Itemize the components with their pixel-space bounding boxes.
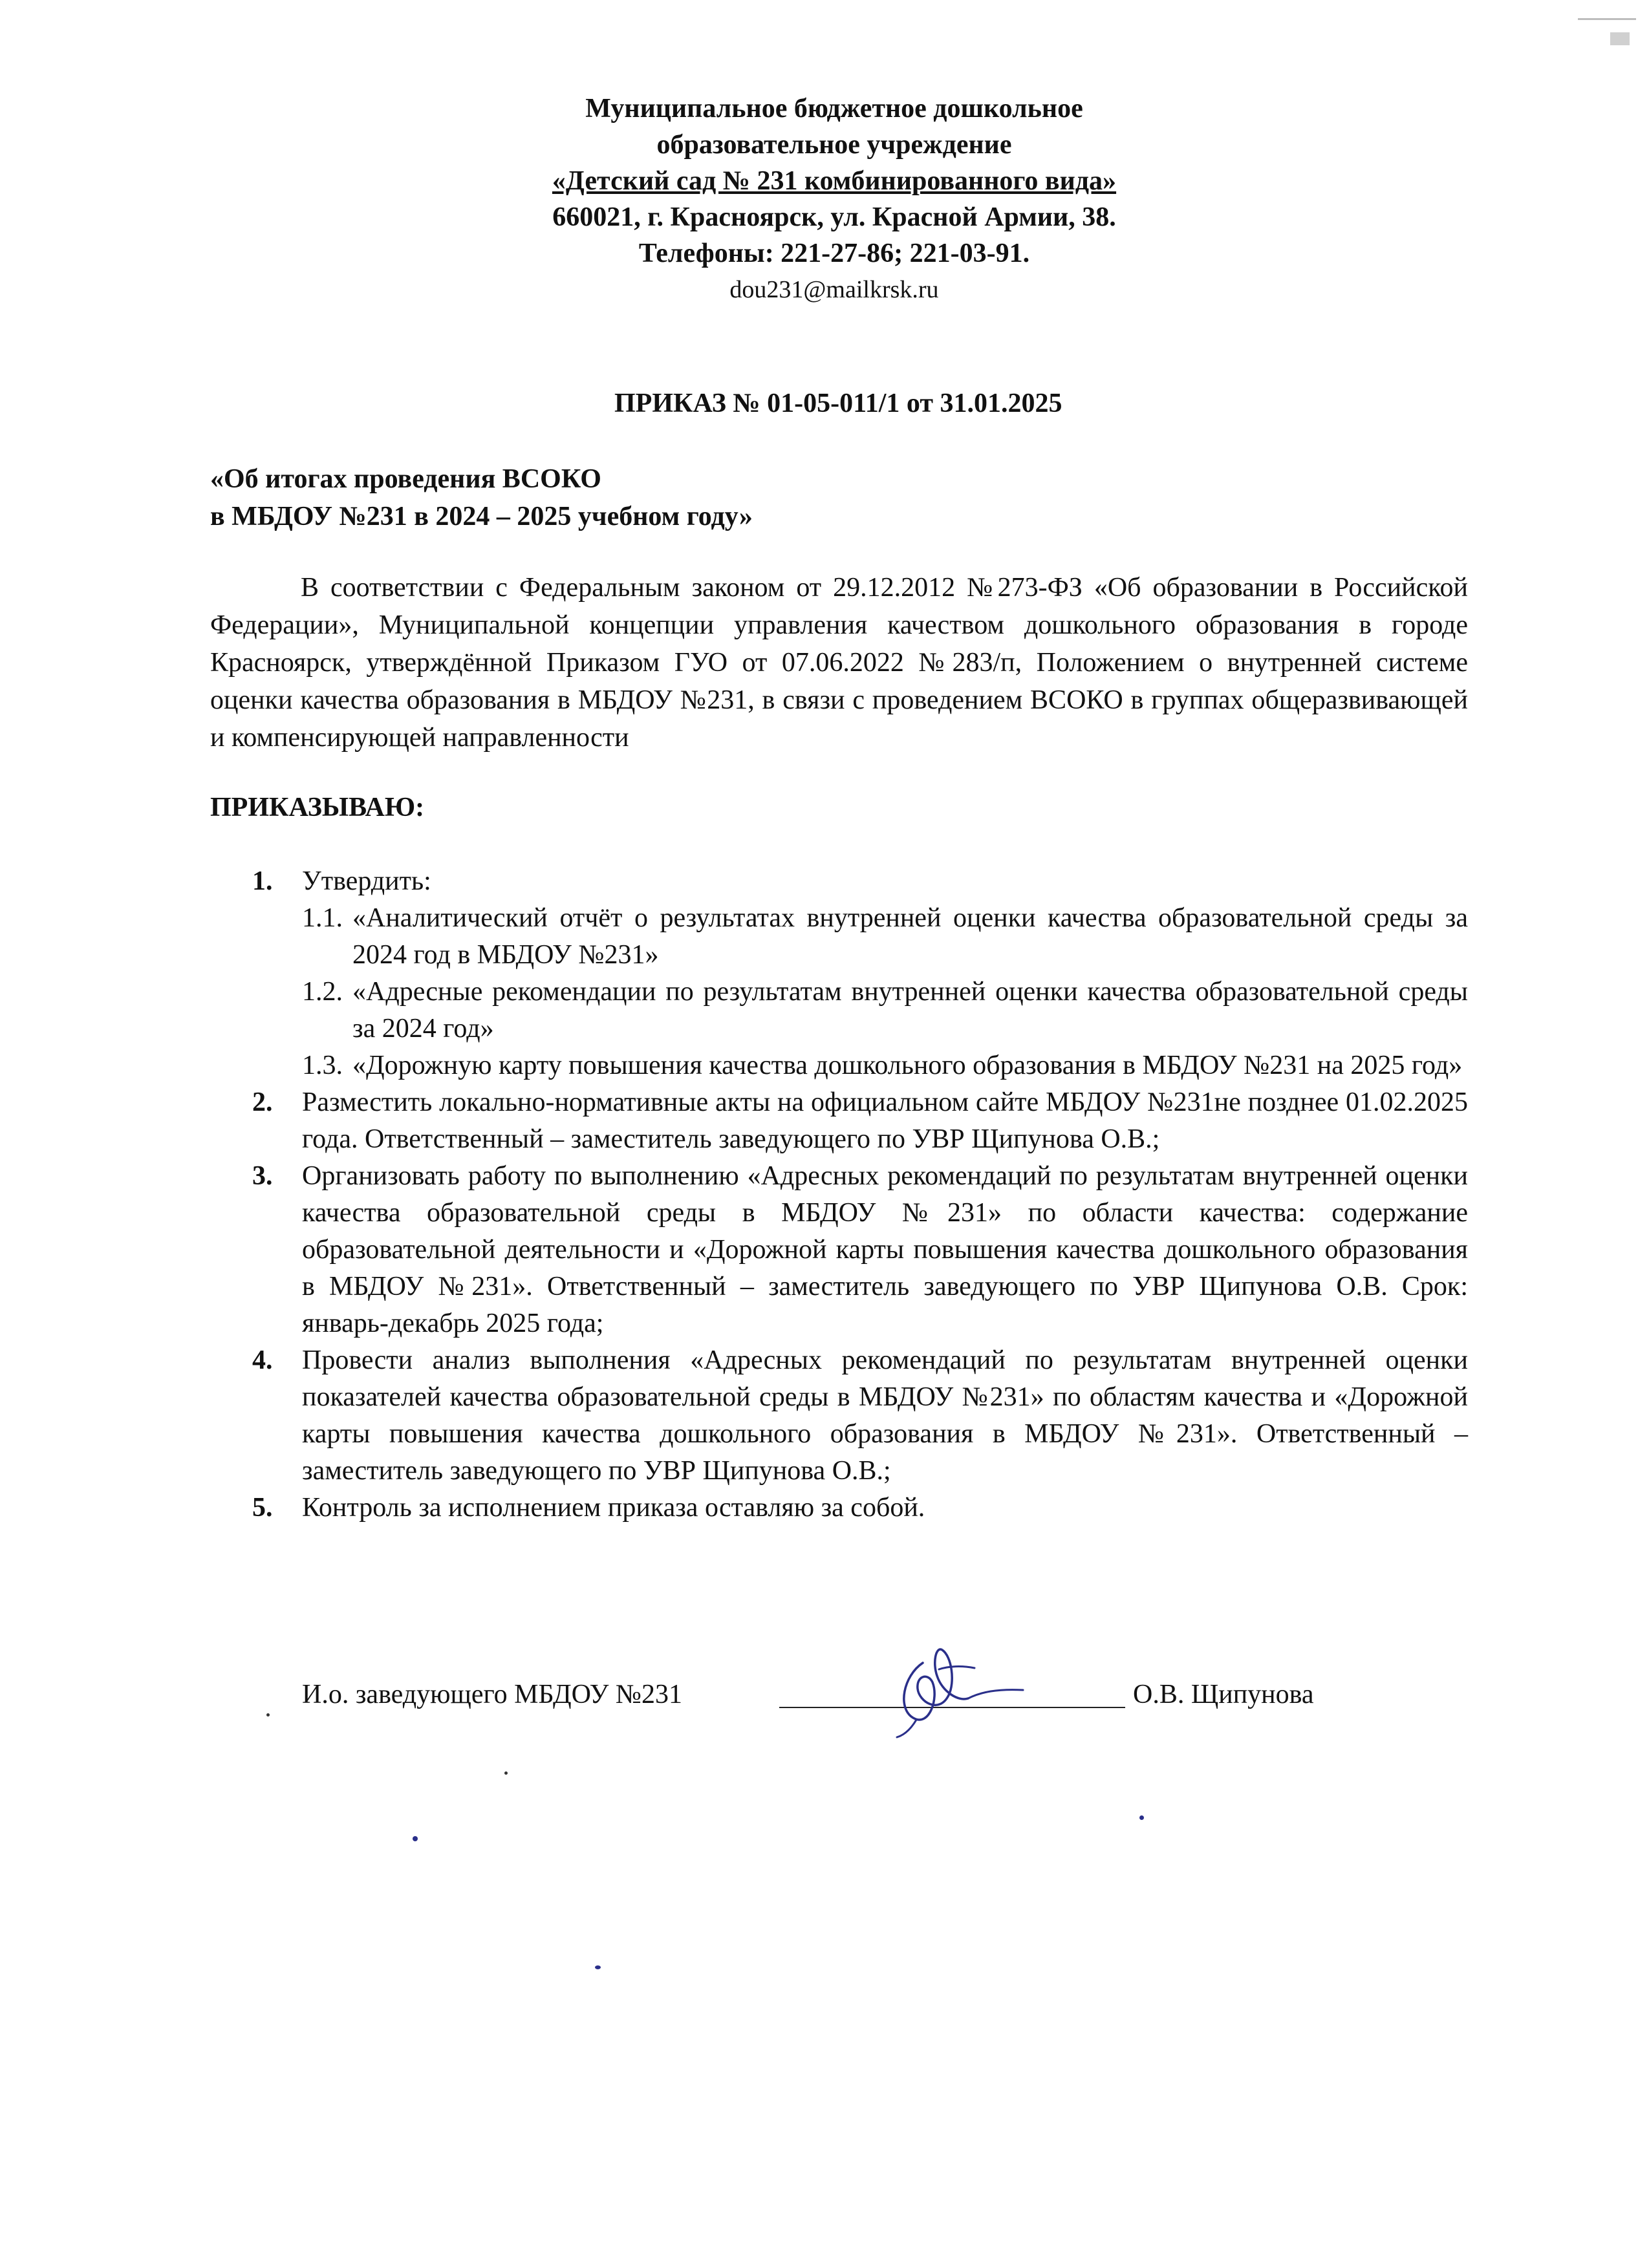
order-subject-line-2: в МБДОУ №231 в 2024 – 2025 учебном году» xyxy=(210,502,753,531)
item-text: Организовать работу по выполнению «Адресных рекомендаций по результатам внутренней оценки качества образовательной среды в МБДОУ №231» по области качества: содержание образовательной деятельности и «Дорожной карты повышения качества дошкольного образования в МБДОУ №231». Ответственный – заместитель заведующего по УВР Щипунова О.В. Срок: январь-декабрь 2025 года; xyxy=(302,1161,1468,1338)
scan-edge-mark xyxy=(1610,32,1630,45)
subitem-text: «Адресные рекомендации по результатам внутренней оценки качества образовательной среды за 2024 год» xyxy=(352,977,1468,1043)
order-title: ПРИКАЗ № 01-05-011/1 от 31.01.2025 xyxy=(614,389,1062,418)
item-text: Разместить локально-нормативные акты на официальном сайте МБДОУ №231не позднее 01.02.2025 года. Ответственный – заместитель заведующего по УВР Щипунова О.В.; xyxy=(302,1087,1468,1154)
prikazyvayu-heading: ПРИКАЗЫВАЮ: xyxy=(210,793,425,822)
letterhead xyxy=(388,91,1280,308)
ink-speck xyxy=(413,1836,418,1841)
item-number: 3. xyxy=(252,1161,273,1191)
subitem-number: 1.3. xyxy=(302,1051,343,1080)
item-number: 2. xyxy=(252,1087,273,1117)
subitem-text: «Аналитический отчёт о результатах внутренней оценки качества образовательной среды за 2024 год в МБДОУ №231» xyxy=(352,903,1468,970)
subitem-text: «Дорожную карту повышения качества дошкольного образования в МБДОУ №231 на 2025 год» xyxy=(352,1051,1463,1080)
sub-list-item xyxy=(210,900,1468,974)
order-subject-line-1: «Об итогах проведения ВСОКО xyxy=(210,464,601,494)
scan-edge-mark xyxy=(1578,18,1636,20)
org-email: dou231@mailkrsk.ru xyxy=(729,276,939,303)
org-name-line-3: «Детский сад № 231 комбинированного вида» xyxy=(552,166,1117,196)
item-text: Утвердить: xyxy=(302,866,431,896)
subitem-number: 1.2. xyxy=(302,977,343,1007)
item-number: 5. xyxy=(252,1493,273,1523)
list-item xyxy=(210,1158,1468,1342)
list-item xyxy=(210,1490,1468,1526)
org-name-line-1: Муниципальное бюджетное дошкольное xyxy=(585,94,1083,123)
item-number: 4. xyxy=(252,1345,273,1375)
handwritten-signature-icon xyxy=(878,1637,1033,1740)
sub-list-item xyxy=(210,974,1468,1047)
list-item xyxy=(210,1342,1468,1490)
preamble-paragraph: В соответствии с Федеральным законом от 29.12.2012 №273-ФЗ «Об образовании в Российской Федерации», Муниципальной концепции управления качеством дошкольного образования в городе Красноярск, утверждённой Приказом ГУО от 07.06.2022 №283/п, Положением о внутренней системе оценки качества образования в МБДОУ №231, в связи с проведением ВСОКО в группах общеразвивающей и компенсирующей направленности xyxy=(210,573,1468,753)
list-item xyxy=(210,1084,1468,1158)
order-items-list xyxy=(210,863,1468,1526)
org-name-line-2: образовательное учреждение xyxy=(656,130,1012,160)
sub-list-item xyxy=(210,1047,1468,1084)
ink-speck xyxy=(1139,1815,1144,1820)
ink-speck xyxy=(266,1713,270,1717)
ink-speck xyxy=(504,1771,508,1775)
ink-speck xyxy=(595,1965,601,1969)
signatory-position: И.о. заведующего МБДОУ №231 xyxy=(302,1680,682,1709)
signatory-name: О.В. Щипунова xyxy=(1133,1680,1314,1709)
order-subject xyxy=(210,460,753,535)
item-text: Контроль за исполнением приказа оставляю за собой. xyxy=(302,1493,925,1523)
org-phones: Телефоны: 221-27-86; 221-03-91. xyxy=(638,239,1030,268)
list-item xyxy=(210,863,1468,900)
item-number: 1. xyxy=(252,866,273,896)
org-address: 660021, г. Красноярск, ул. Красной Армии, 38. xyxy=(552,202,1116,232)
item-text: Провести анализ выполнения «Адресных рекомендаций по результатам внутренней оценки показателей качества образовательной среды в МБДОУ №231» по областям качества и «Дорожной карты повышения качества дошкольного образования в МБДОУ №231». Ответственный – заместитель заведующего по УВР Щипунова О.В.; xyxy=(302,1345,1468,1486)
subitem-number: 1.1. xyxy=(302,903,343,933)
